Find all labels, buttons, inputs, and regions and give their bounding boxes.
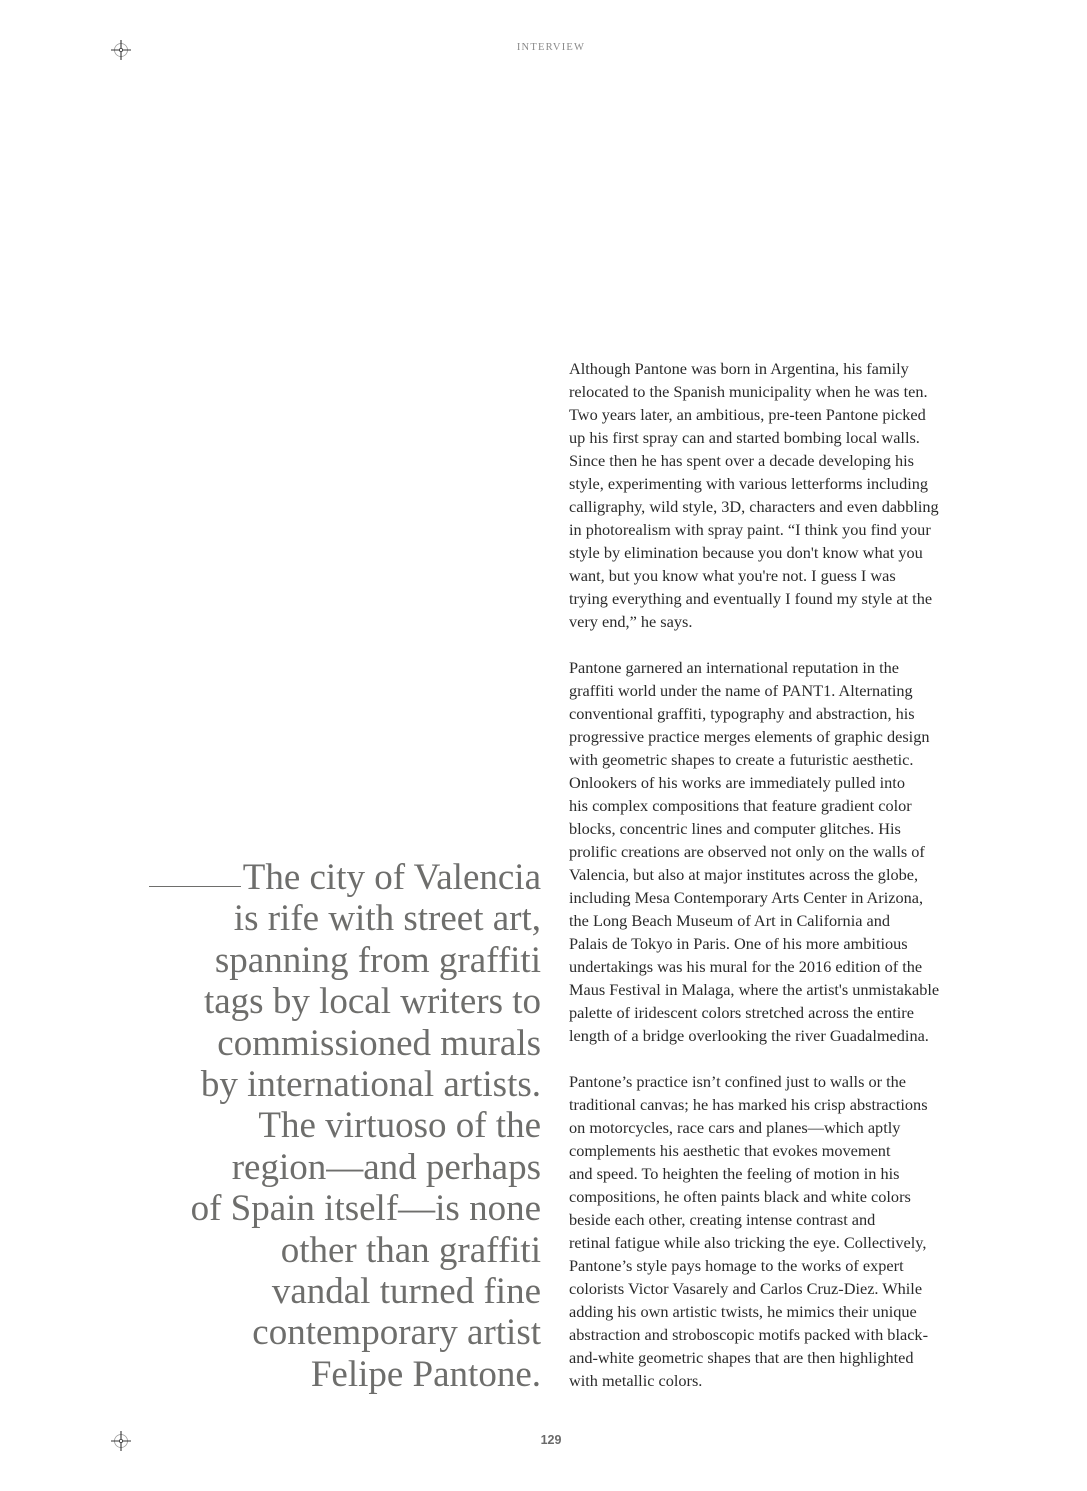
body-line: relocated to the Spanish municipality when he was ten. bbox=[569, 382, 928, 401]
body-line: want, but you know what you're not. I guess I was bbox=[569, 566, 896, 585]
body-line: Maus Festival in Malaga, where the artist's unmistakable bbox=[569, 980, 940, 999]
body-line: compositions, he often paints black and white colors bbox=[569, 1187, 911, 1206]
pull-quote-line: contemporary artist bbox=[252, 1312, 541, 1354]
body-line: Pantone garnered an international reputation in the bbox=[569, 658, 900, 677]
body-line: Although Pantone was born in Argentina, his family bbox=[569, 359, 909, 378]
body-column bbox=[569, 357, 989, 1415]
body-line: blocks, concentric lines and computer glitches. His bbox=[569, 819, 901, 838]
body-line: graffiti world under the name of PANT1. Alternating bbox=[569, 681, 913, 700]
pull-quote-line: The city of Valencia bbox=[100, 857, 541, 898]
body-line: progressive practice merges elements of graphic design bbox=[569, 727, 930, 746]
page-number: 129 bbox=[540, 1433, 562, 1447]
body-line: the Long Beach Museum of Art in California and bbox=[569, 911, 891, 930]
body-line: very end,” he says. bbox=[569, 612, 693, 631]
pull-quote-line: commissioned murals bbox=[217, 1022, 541, 1064]
body-line: Valencia, but also at major institutes across the globe, bbox=[569, 865, 919, 884]
body-line: beside each other, creating intense contrast and bbox=[569, 1210, 876, 1229]
pull-quote-line: region—and perhaps bbox=[231, 1146, 541, 1188]
body-line: up his first spray can and started bombing local walls. bbox=[569, 428, 920, 447]
body-line: retinal fatigue while also tricking the eye. Collectively, bbox=[569, 1233, 927, 1252]
body-line: complements his aesthetic that evokes movement bbox=[569, 1141, 891, 1160]
body-line: calligraphy, wild style, 3D, characters and even dabbling bbox=[569, 497, 939, 516]
body-line: Two years later, an ambitious, pre-teen Pantone picked bbox=[569, 405, 926, 424]
pull-quote-line: by international artists. bbox=[200, 1064, 541, 1106]
body-line: and speed. To heighten the feeling of motion in his bbox=[569, 1164, 900, 1183]
pull-quote-line: spanning from graffiti bbox=[214, 939, 541, 981]
pull-quote-line: is rife with street art, bbox=[233, 898, 541, 940]
pull-quote-line: vandal turned fine bbox=[271, 1271, 541, 1313]
body-line: his complex compositions that feature gradient color bbox=[569, 796, 912, 815]
pull-quote-rule bbox=[149, 886, 241, 887]
pull-quote-line: The virtuoso of the bbox=[258, 1105, 541, 1147]
pull-quote-line: tags by local writers to bbox=[203, 981, 541, 1023]
body-line: Since then he has spent over a decade developing his bbox=[569, 451, 914, 470]
body-line: traditional canvas; he has marked his crisp abstractions bbox=[569, 1095, 928, 1114]
body-line: abstraction and stroboscopic motifs packed with black- bbox=[569, 1325, 928, 1344]
body-line: with metallic colors. bbox=[569, 1371, 703, 1390]
pull-quote-line: of Spain itself—is none bbox=[190, 1188, 541, 1230]
body-line: adding his own artistic twists, he mimics their unique bbox=[569, 1302, 917, 1321]
body-line: Onlookers of his works are immediately pulled into bbox=[569, 773, 905, 792]
body-line: in photorealism with spray paint. “I think you find your bbox=[569, 520, 931, 539]
body-line: colorists Victor Vasarely and Carlos Cruz-Diez. While bbox=[569, 1279, 923, 1298]
body-line: undertakings was his mural for the 2016 edition of the bbox=[569, 957, 923, 976]
body-line: palette of iridescent colors stretched across the entire bbox=[569, 1003, 914, 1022]
body-line: prolific creations are observed not only on the walls of bbox=[569, 842, 925, 861]
body-line: trying everything and eventually I found my style at the bbox=[569, 589, 933, 608]
pull-quote-line: other than graffiti bbox=[280, 1229, 541, 1271]
body-line: style, experimenting with various letterforms including bbox=[569, 474, 929, 493]
pull-quote-line: Felipe Pantone. bbox=[310, 1353, 541, 1395]
body-line: with geometric shapes to create a futuristic aesthetic. bbox=[569, 750, 914, 769]
body-paragraph-1 bbox=[569, 357, 989, 633]
body-paragraph-3 bbox=[569, 1070, 989, 1392]
body-line: Palais de Tokyo in Paris. One of his more ambitious bbox=[569, 934, 908, 953]
body-line: and-white geometric shapes that are then highlighted bbox=[569, 1348, 914, 1367]
body-line: style by elimination because you don't know what you bbox=[569, 543, 923, 562]
body-line: conventional graffiti, typography and abstraction, his bbox=[569, 704, 915, 723]
body-line: Pantone’s practice isn’t confined just to walls or the bbox=[569, 1072, 907, 1091]
body-paragraph-2 bbox=[569, 656, 989, 1047]
body-line: including Mesa Contemporary Arts Center in Arizona, bbox=[569, 888, 924, 907]
body-line: length of a bridge overlooking the river Guadalmedina. bbox=[569, 1026, 929, 1045]
pull-quote bbox=[100, 857, 541, 1395]
section-label: INTERVIEW bbox=[516, 42, 586, 53]
body-line: Pantone’s style pays homage to the works of expert bbox=[569, 1256, 904, 1275]
body-line: on motorcycles, race cars and planes—which aptly bbox=[569, 1118, 901, 1137]
